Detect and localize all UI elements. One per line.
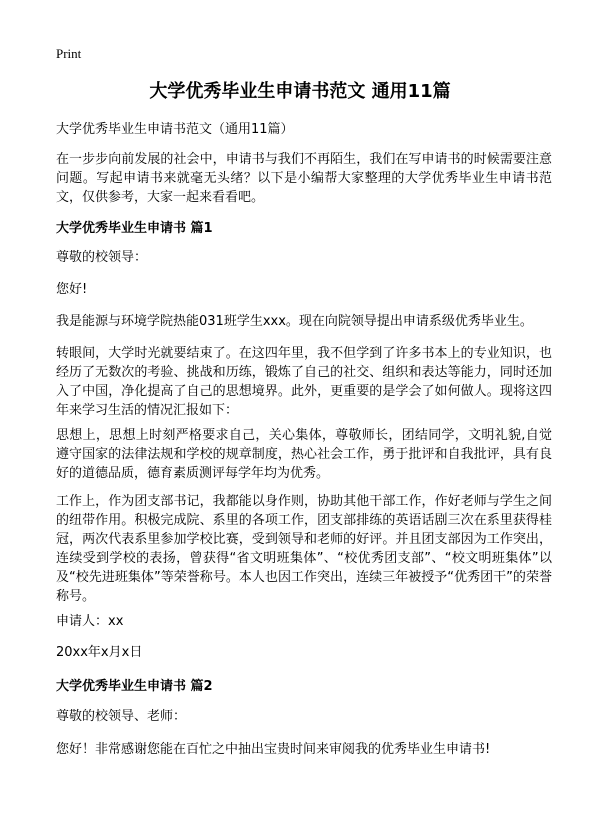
document-title: 大学优秀毕业生申请书范文 通用11篇	[149, 81, 451, 102]
article2-paragraph-1: 您好！非常感谢您能在百忙之中抽出宝贵时间来审阅我的优秀毕业生申请书!	[56, 742, 491, 757]
article1-date: 20xx年x月x日	[56, 645, 143, 660]
article1-salutation: 尊敬的校领导：	[56, 250, 148, 265]
article1-heading: 大学优秀毕业生申请书 篇1	[56, 221, 213, 236]
print-link[interactable]: Print	[56, 46, 82, 61]
article1-applicant: 申请人：xx	[56, 614, 124, 629]
article1-paragraph-4: 工作上，作为团支部书记，我都能以身作则，协助其他干部工作，作好老师与学生之间的纽带作用。积极完成院、系里的各项工作，团支部排练的英语话剧三次在系里获得桂冠，两次代表系里参加学校比赛，受到领导和老师的好评。并且团支部因为工作突出，连续受到学校的表扬，曾获得“省文明班集体”、“校优秀团支部”、“校文明班集体”以及“校先进班集体”等荣誉称号。本人也因工作突出，连续三年被授予“优秀团干”的荣誉称号。	[56, 494, 552, 604]
article2-salutation: 尊敬的校领导、老师：	[56, 709, 187, 724]
article2-heading: 大学优秀毕业生申请书 篇2	[56, 679, 213, 694]
document-subtitle: 大学优秀毕业生申请书范文（通用11篇）	[56, 122, 294, 137]
article1-paragraph-3: 思想上，思想上时刻严格要求自己，关心集体，尊敬师长，团结同学，文明礼貌,自觉遵守国家的法律法规和学校的规章制度，热心社会工作，勇于批评和自我批评，具有良好的道德品质，德育素质测评每学年均为优秀。	[56, 428, 552, 481]
article1-paragraph-2: 转眼间，大学时光就要结束了。在这四年里，我不但学到了许多书本上的专业知识，也经历了无数次的考验、挑战和历练，锻炼了自己的社交、组织和表达等能力，同时还加入了中国，净化提高了自己的思想境界。此外，更重要的是学会了如何做人。现将这四年来学习生活的情况汇报如下：	[56, 346, 552, 418]
article1-greeting: 您好!	[56, 282, 88, 297]
intro-paragraph: 在一步步向前发展的社会中，申请书与我们不再陌生，我们在写申请书的时候需要注意问题。写起申请书来就毫无头绪？以下是小编帮大家整理的大学优秀毕业生申请书范文，仅供参考，大家一起来看看吧。	[56, 152, 552, 205]
article1-paragraph-1: 我是能源与环境学院热能031班学生xxx。现在向院领导提出申请系级优秀毕业生。	[56, 314, 533, 329]
